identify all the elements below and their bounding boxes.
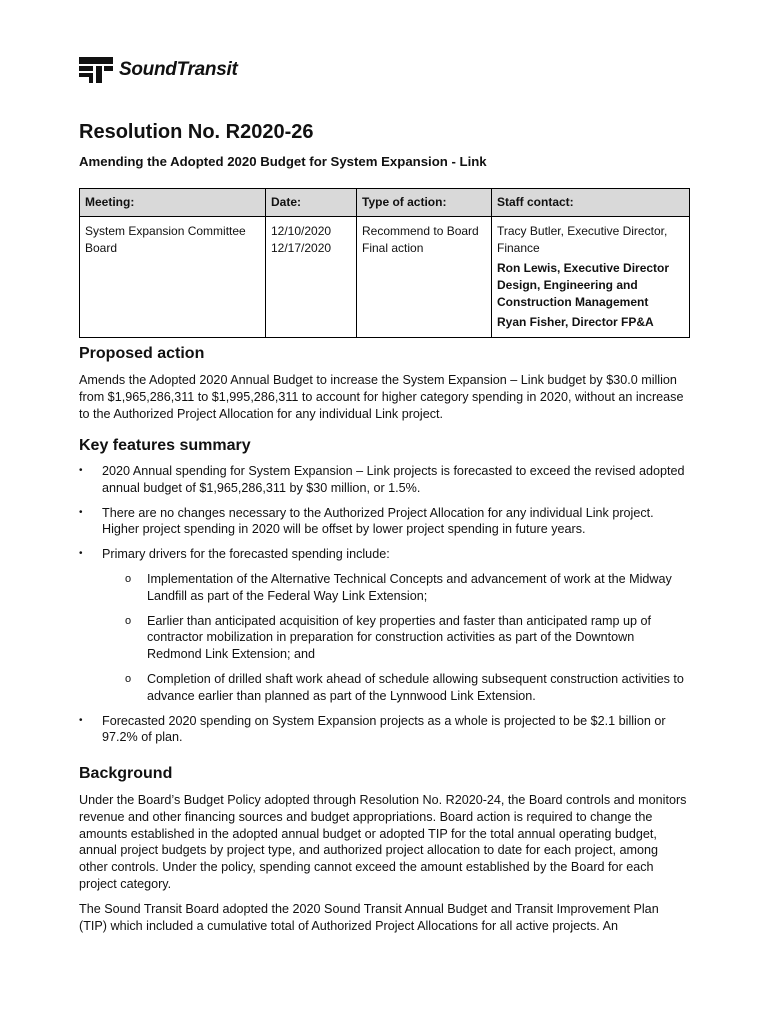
action-board: Final action [362,241,424,255]
action-cell [357,217,492,338]
list-item [79,463,691,497]
proposed-action-text: Amends the Adopted 2020 Annual Budget to increase the System Expansion – Link budget by $30.0 million from $1,965,286,311 to $1,995,286,311 to account for higher category spending in 2020, without an increase to the Authorized Project Allocation for any individual Link project. [79,373,684,421]
background-paragraph-1: Under the Board’s Budget Policy adopted through Resolution No. R2020-24, the Board controls and monitors revenue and other financing sources and budget appropriations. Board action is required to change the amounts established in the adopted annual budget or adopted TIP for the total annual operating budget, annual project budgets by project type, and authorized project allocation to date for each project, among other controls. Under the policy, spending cannot exceed the amount established by the Board for each project category. [79,793,687,891]
header-type-of-action: Type of action: [357,189,492,217]
driver-text: Completion of drilled shaft work ahead of schedule allowing subsequent construction activities to advance earlier than planned as part of the Lynnwood Link Extension. [147,671,684,703]
list-item [79,713,691,747]
header-staff-contact: Staff contact: [492,189,690,217]
sound-transit-logo [79,56,238,84]
list-item [79,546,691,704]
driver-text: Implementation of the Alternative Technical Concepts and advancement of work at the Midway Landfill as part of the Federal Way Link Extension; [147,571,672,603]
resolution-subtitle: Amending the Adopted 2020 Budget for System Expansion - Link [79,154,487,169]
key-features-list [79,463,691,754]
bullet-icon: • [79,465,83,476]
sound-transit-wordmark: SoundTransit [119,59,238,80]
sound-transit-logo-icon [79,57,113,83]
background-paragraph-2: The Sound Transit Board adopted the 2020 Sound Transit Annual Budget and Transit Improvement Plan (TIP) which included a cumulative total of Authorized Project Allocations for all active projects. An [79,902,659,933]
meeting-table-row [80,217,690,338]
key-features-heading: Key features summary [79,437,251,454]
key-feature-text: Primary drivers for the forecasted spending include: [102,547,390,562]
background-heading: Background [79,765,173,782]
bullet-icon: • [79,506,83,518]
bullet-icon: • [79,714,83,726]
driver-text: Earlier than anticipated acquisition of key properties and faster than anticipated ramp up of contractor mobilization in preparation for construction activities as part of the Downtown Redmond Link Extension; and [147,613,652,662]
meeting-committee: System Expansion Committee [85,224,246,238]
contact-cell [492,217,690,338]
sub-list-item [102,571,691,605]
contact-tracy-butler: Tracy Butler, Executive Director, Finance [497,224,668,255]
contact-ron-lewis: Ron Lewis, Executive Director Design, Engineering and Construction Management [497,261,670,309]
action-committee: Recommend to Board [362,224,479,238]
date-board: 12/17/2020 [271,241,332,255]
circle-bullet-icon: o [125,572,132,585]
list-item [79,505,691,539]
header-meeting: Meeting: [80,189,266,217]
date-cell [266,217,357,338]
drivers-sublist [102,571,691,705]
bullet-icon: • [79,548,83,560]
meeting-cell [80,217,266,338]
circle-bullet-icon: o [125,672,132,685]
proposed-action-heading: Proposed action [79,345,205,362]
sub-list-item [102,613,691,663]
circle-bullet-icon: o [125,614,132,627]
key-feature-text: There are no changes necessary to the Authorized Project Allocation for any individual Link project. Higher project spending in 2020 will be offset by lower project spending in future years. [102,505,654,537]
header-date: Date: [266,189,357,217]
key-feature-text: 2020 Annual spending for System Expansion – Link projects is forecasted to exceed the revised adopted annual budget of $1,965,286,311 by $30 million, or 1.5%. [102,464,685,495]
sub-list-item [102,671,691,705]
contact-ryan-fisher: Ryan Fisher, Director FP&A [497,315,654,329]
date-committee: 12/10/2020 [271,224,332,238]
key-feature-text: Forecasted 2020 spending on System Expansion projects as a whole is projected to be $2.1 billion or 97.2% of plan. [102,713,666,745]
resolution-title: Resolution No. R2020-26 [79,121,314,143]
meeting-table [79,188,690,338]
meeting-table-header-row [80,189,690,217]
meeting-board: Board [85,241,118,255]
